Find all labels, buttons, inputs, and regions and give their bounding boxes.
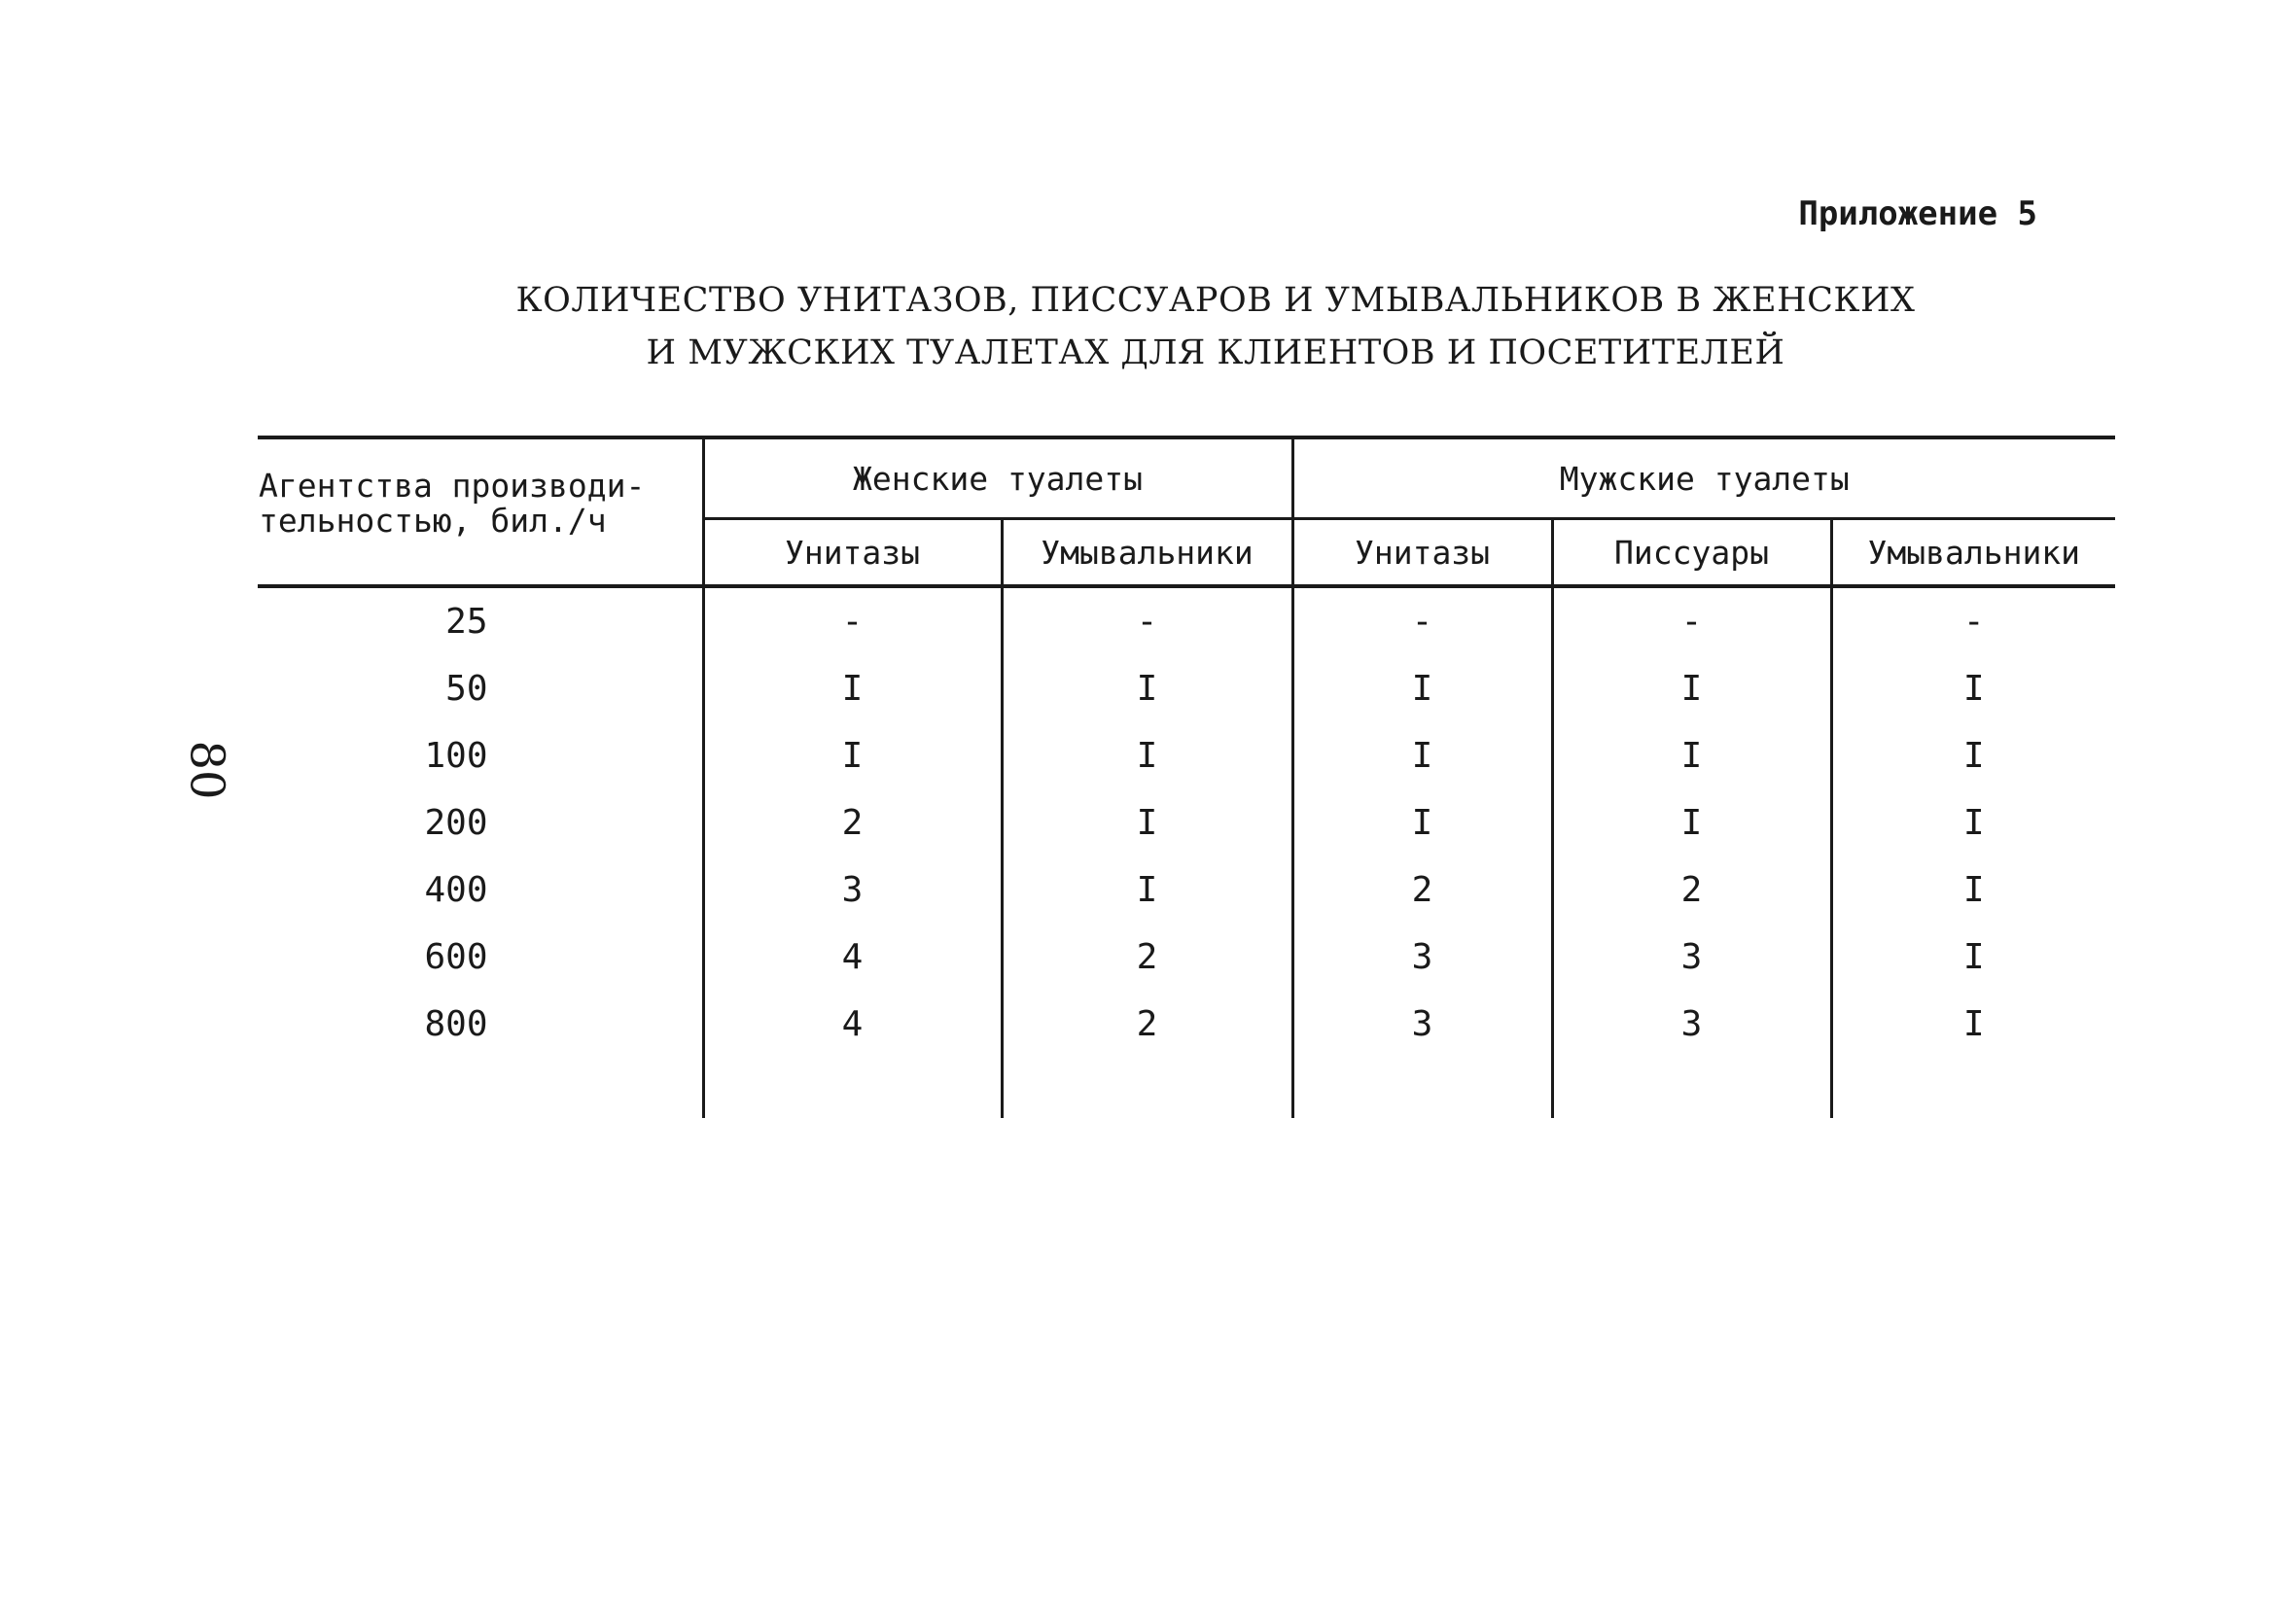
table-cell: 2 xyxy=(1292,856,1552,924)
table-cell: 4 xyxy=(703,991,1002,1058)
women-toilets-header: Женские туалеты xyxy=(703,437,1292,519)
table-tail-cell xyxy=(1552,1058,1831,1118)
table-row xyxy=(258,789,2115,856)
table-cell: - xyxy=(1831,586,2115,655)
subheader-men-washbasins: Умывальники xyxy=(1831,519,2115,587)
table-tail-cell xyxy=(1831,1058,2115,1118)
title-line-1: КОЛИЧЕСТВО УНИТАЗОВ, ПИССУАРОВ И УМЫВАЛЬНИКОВ В ЖЕНСКИХ xyxy=(515,281,1916,320)
table-row xyxy=(258,586,2115,655)
appendix-label: Приложение 5 xyxy=(1798,194,2037,233)
capacity-cell: 50 xyxy=(445,669,488,709)
table-tail-cell xyxy=(258,1058,703,1118)
table-cell: I xyxy=(1002,856,1292,924)
table-cell: 2 xyxy=(1002,991,1292,1058)
title-line-2: И МУЖСКИХ ТУАЛЕТАХ ДЛЯ КЛИЕНТОВ И ПОСЕТИТЕЛЕЙ xyxy=(646,333,1785,372)
table-cell: - xyxy=(1002,586,1292,655)
table-cell: 2 xyxy=(1552,856,1831,924)
capacity-cell: 200 xyxy=(424,803,488,843)
table-cell: I xyxy=(1292,655,1552,722)
capacity-cell: 400 xyxy=(424,870,488,910)
table-cell: 4 xyxy=(703,924,1002,991)
table-row xyxy=(258,924,2115,991)
table-cell: I xyxy=(1552,655,1831,722)
table-row xyxy=(258,722,2115,789)
table-cell: I xyxy=(1831,722,2115,789)
table-cell: I xyxy=(1292,789,1552,856)
table-row xyxy=(258,856,2115,924)
capacity-cell: 25 xyxy=(445,602,488,642)
document-title xyxy=(506,274,1925,379)
table-row xyxy=(258,991,2115,1058)
subheader-men-urinals: Писсуары xyxy=(1552,519,1831,587)
table-cell: I xyxy=(1002,722,1292,789)
page-number: 80 xyxy=(179,740,234,800)
table-header-row-groups xyxy=(258,437,2115,519)
capacity-header-line-1: Агентства производи- xyxy=(259,467,646,505)
table-cell: I xyxy=(1002,655,1292,722)
table-row xyxy=(258,655,2115,722)
table-cell: 2 xyxy=(1002,924,1292,991)
table-cell: 2 xyxy=(703,789,1002,856)
table-cell: - xyxy=(1292,586,1552,655)
table-cell: I xyxy=(1292,722,1552,789)
table-cell: 3 xyxy=(1552,991,1831,1058)
capacity-column-header xyxy=(258,437,703,586)
table-cell: - xyxy=(703,586,1002,655)
table-cell: 3 xyxy=(1552,924,1831,991)
table-cell: I xyxy=(1831,789,2115,856)
table-tail-cell xyxy=(1292,1058,1552,1118)
table-cell: I xyxy=(1552,789,1831,856)
subheader-women-washbasins: Умывальники xyxy=(1002,519,1292,587)
subheader-women-toilets: Унитазы xyxy=(703,519,1002,587)
capacity-cell: 600 xyxy=(424,937,488,977)
table-cell: 3 xyxy=(703,856,1002,924)
table-tail-cell xyxy=(703,1058,1002,1118)
men-toilets-header: Мужские туалеты xyxy=(1292,437,2115,519)
capacity-cell: 100 xyxy=(424,736,488,776)
table-cell: I xyxy=(703,655,1002,722)
table-cell: - xyxy=(1552,586,1831,655)
table-cell: I xyxy=(1831,856,2115,924)
subheader-men-toilets: Унитазы xyxy=(1292,519,1552,587)
table-tail-spacer xyxy=(258,1058,2115,1118)
table-cell: 3 xyxy=(1292,991,1552,1058)
table-cell: I xyxy=(703,722,1002,789)
capacity-cell: 800 xyxy=(424,1004,488,1044)
table-cell: 3 xyxy=(1292,924,1552,991)
capacity-header-line-2: тельностью, бил./ч xyxy=(259,502,607,540)
table-cell: I xyxy=(1002,789,1292,856)
table-tail-cell xyxy=(1002,1058,1292,1118)
table-cell: I xyxy=(1831,991,2115,1058)
table-cell: I xyxy=(1831,655,2115,722)
fixtures-table xyxy=(258,436,2115,1118)
table-cell: I xyxy=(1552,722,1831,789)
table-cell: I xyxy=(1831,924,2115,991)
